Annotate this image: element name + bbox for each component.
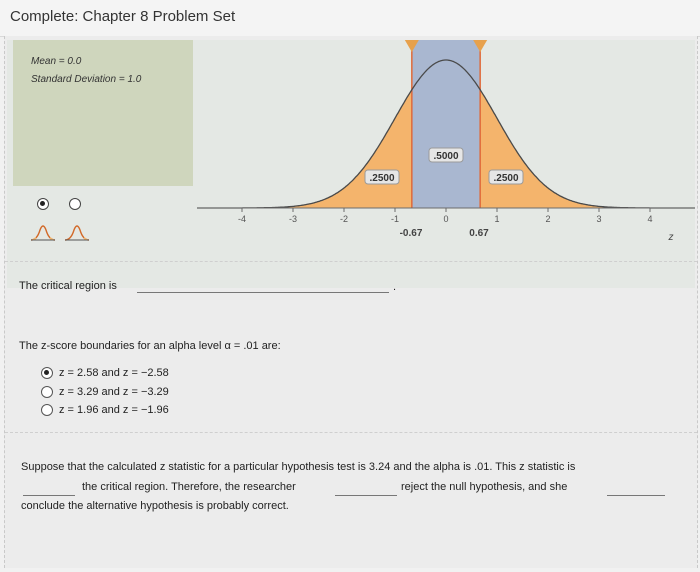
axis-tick-label: 4 xyxy=(647,214,653,224)
scenario-line-2a: the critical region. Therefore, the researcher xyxy=(82,481,296,493)
axis-tick-label: -3 xyxy=(288,214,298,224)
sd-label: Standard Deviation = 1.0 xyxy=(31,74,142,85)
center-region xyxy=(412,40,480,208)
tail-mode-radio-one[interactable] xyxy=(69,198,81,210)
option-radio[interactable] xyxy=(41,367,53,379)
page-title: Complete: Chapter 8 Problem Set xyxy=(10,8,236,25)
z-boundaries-prompt: The z-score boundaries for an alpha level α = .01 are: xyxy=(19,340,281,352)
axis-ticks xyxy=(238,208,653,224)
critical-region-blank[interactable] xyxy=(137,292,389,293)
scenario-line-2b: reject the null hypothesis, and she xyxy=(401,481,568,493)
distribution-simulation xyxy=(7,40,695,288)
parameters-box xyxy=(13,40,193,186)
critical-region-choice-blank[interactable] xyxy=(23,495,75,496)
axis-tick-label: 1 xyxy=(494,214,500,224)
center-prob-label: .5000 xyxy=(433,151,459,162)
conclusion-blank[interactable] xyxy=(607,495,665,496)
title-bar xyxy=(0,0,700,37)
normal-curve-plot[interactable] xyxy=(197,40,695,288)
axis-tick-label: -4 xyxy=(237,214,247,224)
scenario-line-1: Suppose that the calculated z statistic for a particular hypothesis test is 3.24 and the alpha is .01. This z statistic is xyxy=(21,461,576,473)
right-tail-region xyxy=(480,90,695,208)
critical-region-prompt: The critical region is xyxy=(19,280,117,292)
right-cutoff-value: 0.67 xyxy=(469,228,489,239)
left-prob-label: .2500 xyxy=(369,173,395,184)
scenario-line-3: conclude the alternative hypothesis is probably correct. xyxy=(21,500,289,512)
option-2-58[interactable]: z = 2.58 and z = −2.58 xyxy=(59,367,169,379)
axis-label: z xyxy=(668,232,674,243)
axis-tick-label: 2 xyxy=(545,214,551,224)
axis-tick-label: 3 xyxy=(596,214,602,224)
problem-panel xyxy=(4,36,698,568)
two-tail-thumbnail-icon xyxy=(31,226,55,240)
axis-tick-label: -2 xyxy=(339,214,349,224)
option-radio[interactable] xyxy=(41,404,53,416)
researcher-decision-blank[interactable] xyxy=(335,495,397,496)
axis-tick-label: 0 xyxy=(443,214,449,224)
left-cutoff-value: -0.67 xyxy=(399,228,423,239)
left-tail-region xyxy=(197,91,412,208)
axis-tick-label: -1 xyxy=(390,214,400,224)
one-tail-thumbnail-icon xyxy=(65,226,89,240)
option-radio[interactable] xyxy=(41,386,53,398)
option-3-29[interactable]: z = 3.29 and z = −3.29 xyxy=(59,386,169,398)
mean-label: Mean = 0.0 xyxy=(31,56,82,67)
option-1-96[interactable]: z = 1.96 and z = −1.96 xyxy=(59,404,169,416)
critical-region-period: . xyxy=(393,281,397,293)
tail-mode-radio-two[interactable] xyxy=(37,198,49,210)
curve-thumbnails[interactable] xyxy=(29,220,99,244)
right-prob-label: .2500 xyxy=(493,173,519,184)
